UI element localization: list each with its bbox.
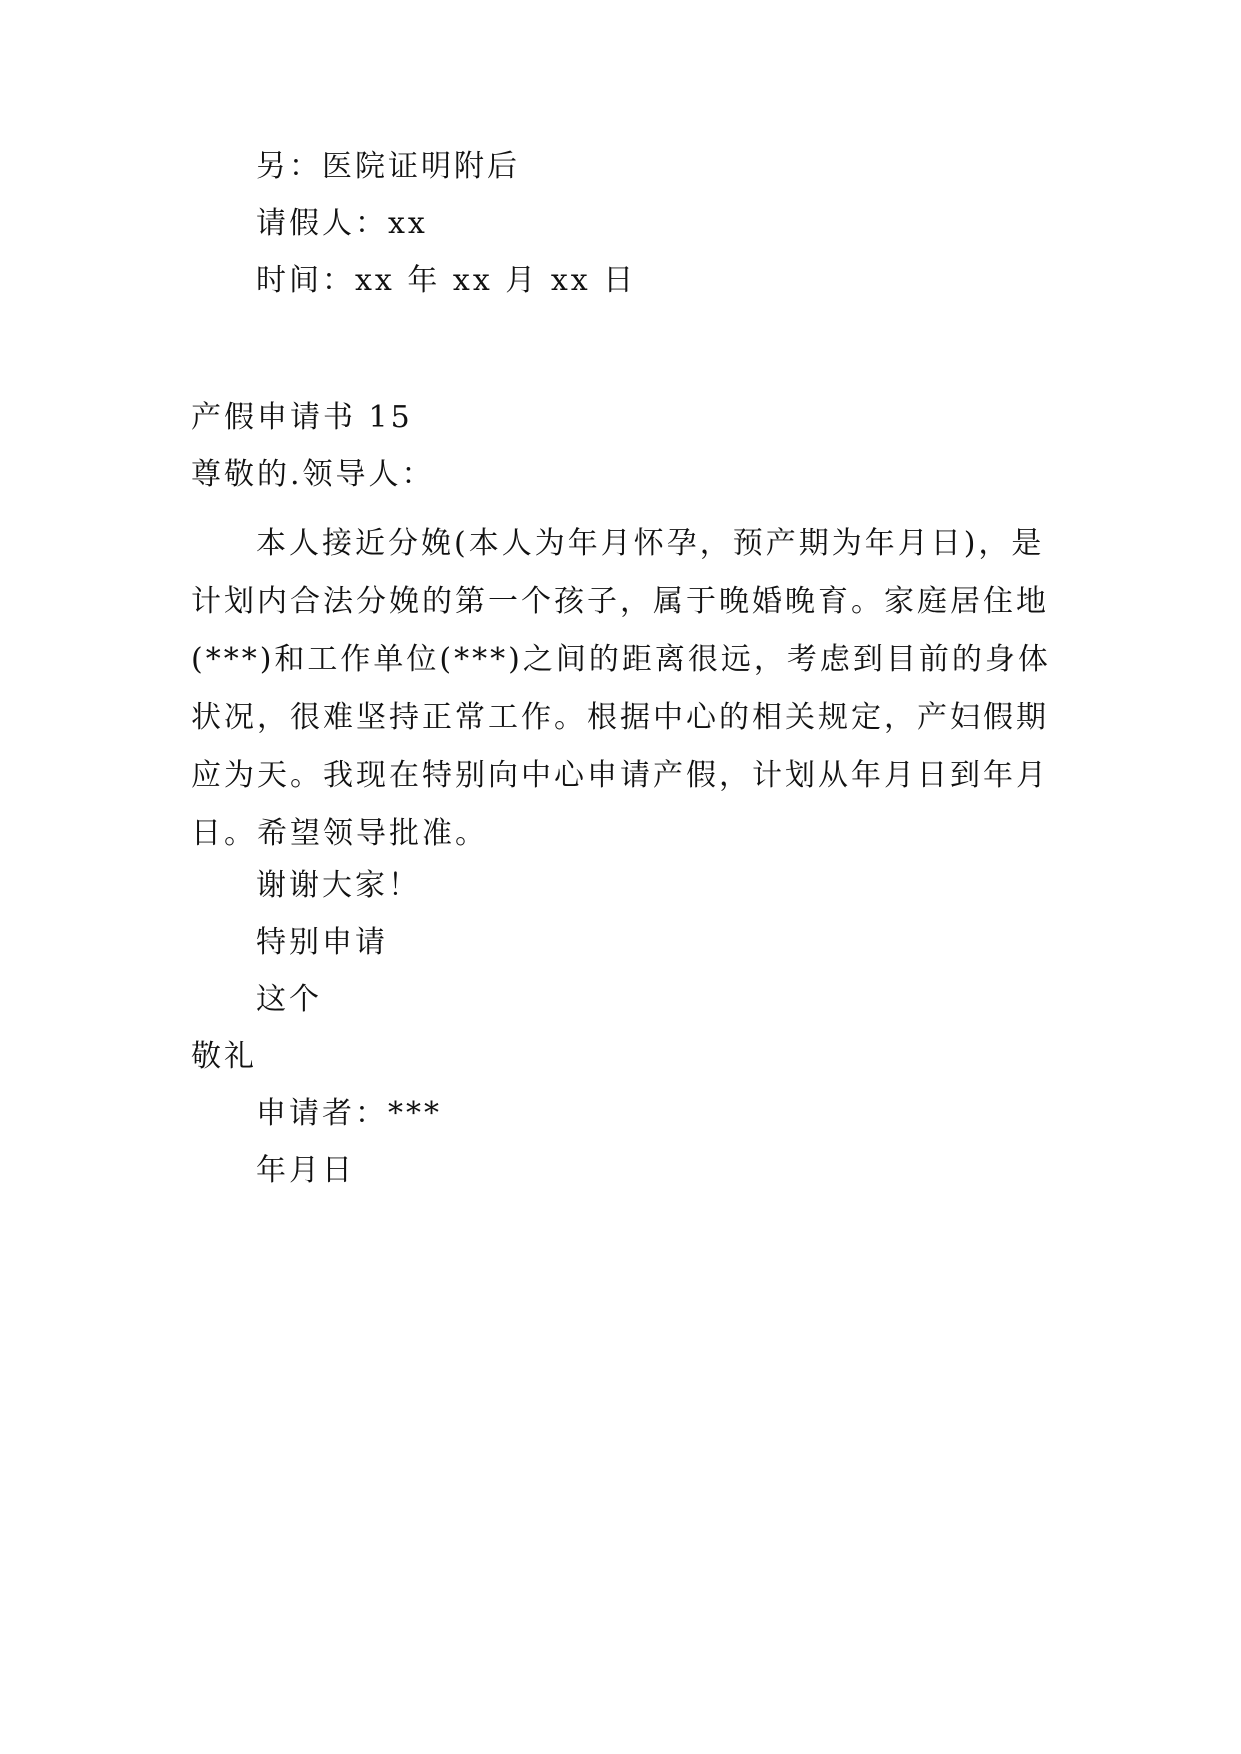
this-line: 这个 — [256, 982, 322, 1017]
attachment-note: 另：医院证明附后 — [256, 149, 520, 184]
body-line: 计划内合法分娩的第一个孩子，属于晚婚晚育。家庭居住地 — [191, 584, 1049, 619]
special-request-line: 特别申请 — [256, 925, 388, 960]
body-line: 本人接近分娩(本人为年月怀孕，预产期为年月日)，是 — [256, 526, 1045, 561]
letter-title: 产假申请书 15 — [191, 400, 413, 435]
thanks-line: 谢谢大家！ — [256, 868, 421, 903]
regards-line: 敬礼 — [191, 1039, 257, 1074]
body-line: 应为天。我现在特别向中心申请产假，计划从年月日到年月 — [191, 758, 1049, 793]
signature-date: 年月日 — [256, 1153, 355, 1188]
salutation: 尊敬的.领导人： — [191, 457, 435, 492]
applicant-signature: 申请者：*** — [256, 1096, 442, 1131]
date-line: 时间：xx 年 xx 月 xx 日 — [256, 263, 637, 298]
applicant-line: 请假人：xx — [256, 206, 428, 241]
letter-body — [191, 515, 1057, 863]
body-line: 状况，很难坚持正常工作。根据中心的相关规定，产妇假期 — [191, 700, 1049, 735]
body-line: 日。希望领导批准。 — [191, 816, 488, 851]
body-line: (***)和工作单位(***)之间的距离很远，考虑到目前的身体 — [191, 642, 1051, 677]
